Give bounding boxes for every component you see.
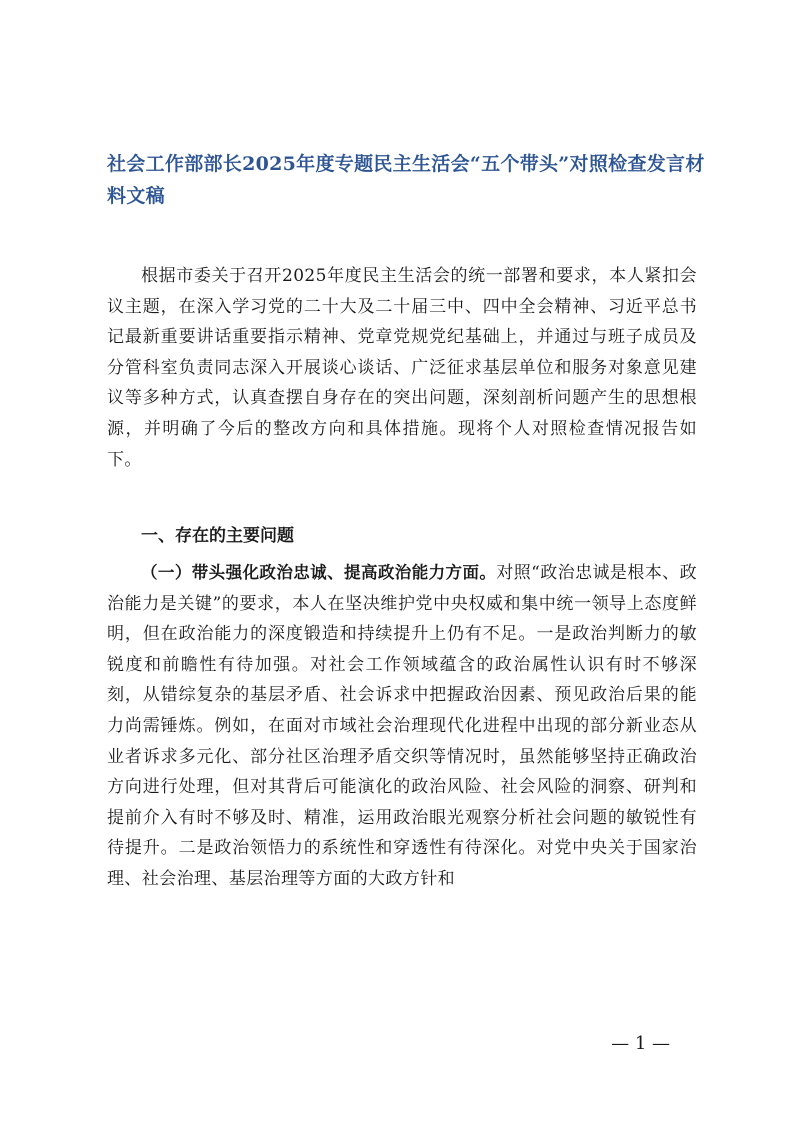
page-number: — 1 — xyxy=(611,1033,670,1054)
subsection-paragraph-container xyxy=(107,558,697,895)
section-heading: 一、存在的主要问题 xyxy=(141,526,294,546)
subsection-paragraph: 对照“政治忠诚是根本、政治能力是关键”的要求，本人在坚决维护党中央权威和集中统一领导上态度鲜明，但在政治能力的深度锻造和持续提升上仍有不足。一是政治判断力的敏锐度和前瞻性有待加强。对社会工作领域蕴含的政治属性认识有时不够深刻，从错综复杂的基层矛盾、社会诉求中把握政治因素、预见政治后果的能力尚需锤炼。例如，在面对市域社会治理现代化进程中出现的部分新业态从业者诉求多元化、部分社区治理矛盾交织等情况时，虽然能够坚持正确政治方向进行处理，但对其背后可能演化的政治风险、社会风险的洞察、研判和提前介入有时不够及时、精准，运用政治眼光观察分析社会问题的敏锐性有待提升。二是政治领悟力的系统性和穿透性有待深化。对党中央关于国家治理、社会治理、基层治理等方面的大政方针和 xyxy=(107,563,697,889)
document-title: 社会工作部部长2025年度专题民主生活会“五个带头”对照检查发言材料文稿 xyxy=(107,153,705,207)
subsection-heading: （一）带头强化政治忠诚、提高政治能力方面。 xyxy=(141,563,497,582)
intro-paragraph: 根据市委关于召开2025年度民主生活会的统一部署和要求，本人紧扣会议主题，在深入学习党的二十大及二十届三中、四中全会精神、习近平总书记最新重要讲话重要指示精神、党章党规党纪基础上，并通过与班子成员及分管科室负责同志深入开展谈心谈话、广泛征求基层单位和服务对象意见建议等多种方式，认真查摆自身存在的突出问题，深刻剖析问题产生的思想根源，并明确了今后的整改方向和具体措施。现将个人对照检查情况报告如下。 xyxy=(107,266,697,470)
